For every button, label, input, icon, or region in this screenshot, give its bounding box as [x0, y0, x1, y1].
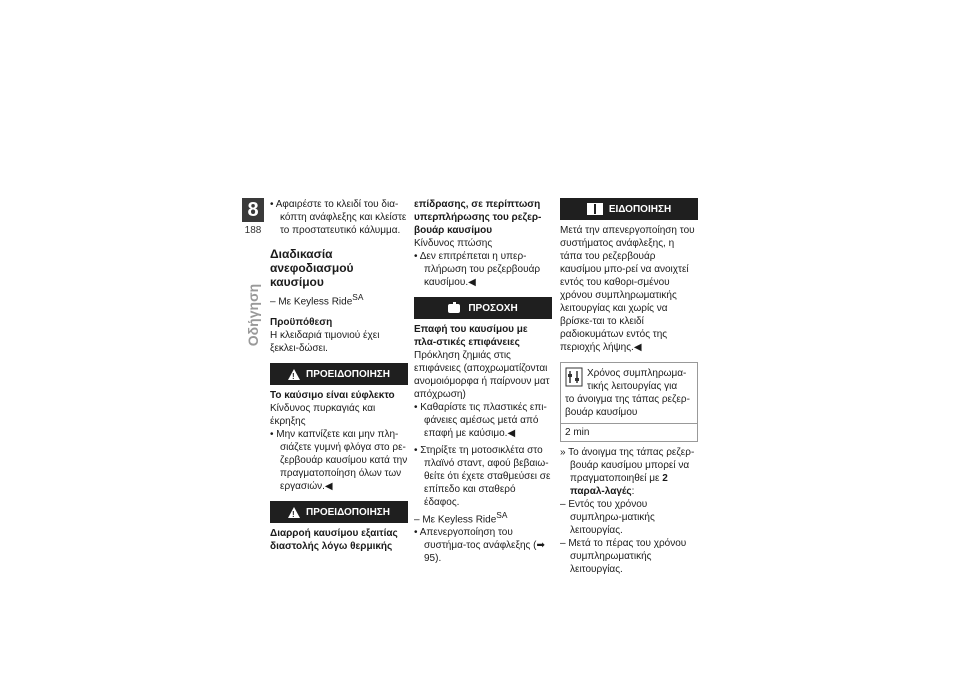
end-mark-icon: ◀	[324, 481, 333, 493]
chapter-number: 8	[242, 198, 264, 222]
warning-banner-1: ! ΠΡΟΕΙΔΟΠΟΙΗΣΗ	[270, 363, 408, 385]
spec-label-1: Χρόνος συμπληρωμα-τικής λειτουργίας για	[587, 368, 687, 392]
warning-triangle-icon	[288, 507, 300, 518]
end-mark-icon: ◀	[507, 428, 516, 439]
end-mark-icon: ◀	[468, 277, 476, 288]
warning-1-title: Το καύσιμο είναι εύφλεκτο	[270, 390, 395, 402]
option-after-time: – Μετά το πέρας του χρόνου συμπληρωματικής λειτουργίας.	[560, 538, 687, 575]
spec-box	[560, 362, 698, 424]
caution-banner: ΠΡΟΣΟΧΗ	[414, 297, 552, 319]
prerequisite-title: Προϋπόθεση	[270, 317, 333, 329]
caution-bullet: • Καθαρίστε τις πλαστικές επι-φάνειες αμέσως μετά από επαφή με καύσιμο.◀	[414, 402, 547, 439]
page-ref-link[interactable]: 95	[424, 553, 436, 565]
warning-2-text: Κίνδυνος πτώσης	[414, 238, 493, 249]
warning-triangle-icon	[288, 369, 300, 380]
section-heading: Διαδικασία ανεφοδιασμού καυσίμου	[270, 247, 354, 289]
bullet-side-stand: • Στηρίξτε τη μοτοσικλέτα στο πλαϊνό σταντ, αφού βεβαιω-θείτε ότι έχετε σταθμεύσει σε επίπεδο και σταθερό έδαφος.	[414, 445, 551, 508]
warning-banner-2: ! ΠΡΟΕΙΔΟΠΟΙΗΣΗ	[270, 501, 408, 523]
warning-2-title: Διαρροή καυσίμου εξαιτίας διαστολής λόγω θερμικής	[270, 528, 398, 553]
caution-text: Πρόκληση ζημιάς στις επιφάνειες (αποχρωματίζονται ανομοιόμορφα ή παίρνουν ματ απόχρωση)	[414, 350, 550, 400]
warning-2-title-cont: επίδρασης, σε περίπτωση υπερπλήρωσης του ρεζερ-βουάρ καυσίμου	[414, 199, 542, 236]
notice-book-icon	[587, 203, 603, 215]
page-ref-arrow-icon: ➡	[536, 540, 545, 552]
step-open-cap: » Το άνοιγμα της τάπας ρεζερ-βουάρ καυσίμου μπορεί να πραγματοποιηθεί με 2 παραλ-λαγές:	[560, 447, 695, 497]
caution-title: Επαφή του καυσίμου με πλα-στικές επιφάνειες	[414, 324, 528, 348]
chapter-title-vertical	[236, 283, 270, 347]
chapter-tab	[242, 198, 264, 236]
spec-value: 2 min	[560, 424, 698, 442]
prerequisite-text: Η κλειδαριά τιμονιού έχει ξεκλει-δώσει.	[270, 330, 380, 355]
bullet-remove-key: • Αφαιρέστε το κλειδί του δια-κόπτη ανάφλεξης και κλείστε το προστατευτικό κάλυμμα.	[270, 199, 407, 236]
technical-data-icon	[565, 367, 583, 387]
bullet-ignition-off: • Απενεργοποίηση του συστήμα-τος ανάφλεξης (➡ 95).	[414, 527, 545, 565]
keyless-note-2: – Με Keyless Ride$^{SA}$	[414, 510, 508, 526]
option-within-time: – Εντός του χρόνου συμπληρω-ματικής λειτουργίας.	[560, 499, 655, 536]
notice-text: Μετά την απενεργοποίηση του συστήματος ανάφλεξης, η τάπα του ρεζερβουάρ καυσίμου μπο-ρεί να ανοιχτεί εντός του καθορι-σμένου χρόνου συμπληρωματικής λειτουργίας και χωρίς να βρίσκε-ται το κλειδί ραδιοκυμάτων εντός της περιοχής λήψης.◀	[560, 225, 695, 353]
keyless-note: – Με Keyless Ride$^{SA}$	[270, 292, 364, 308]
column-1	[270, 198, 408, 553]
spec-label-2: το άνοιγμα της τάπας ρεζερ-βουάρ καυσίμου	[565, 394, 690, 418]
column-3	[560, 198, 698, 576]
warning-2-bullet: • Δεν επιτρέπεται η υπερ-πλήρωση του ρεζερβουάρ καυσίμου.◀	[414, 251, 541, 288]
warning-1-bullet: • Μην καπνίζετε και μην πλη-σιάζετε γυμνή φλόγα στο ρε-ζερβουάρ καυσίμου κατά την πραγματοποίηση όλων των εργασιών.◀	[270, 429, 408, 493]
notice-banner: ΕΙΔΟΠΟΙΗΣΗ	[560, 198, 698, 220]
end-mark-icon: ◀	[633, 342, 642, 353]
column-2	[414, 198, 552, 565]
chapter-title-text: Οδήγηση	[245, 283, 261, 347]
caution-hand-icon	[448, 302, 462, 314]
warning-1-text: Κίνδυνος πυρκαγιάς και έκρηξης	[270, 403, 376, 428]
page-number: 188	[244, 225, 262, 236]
